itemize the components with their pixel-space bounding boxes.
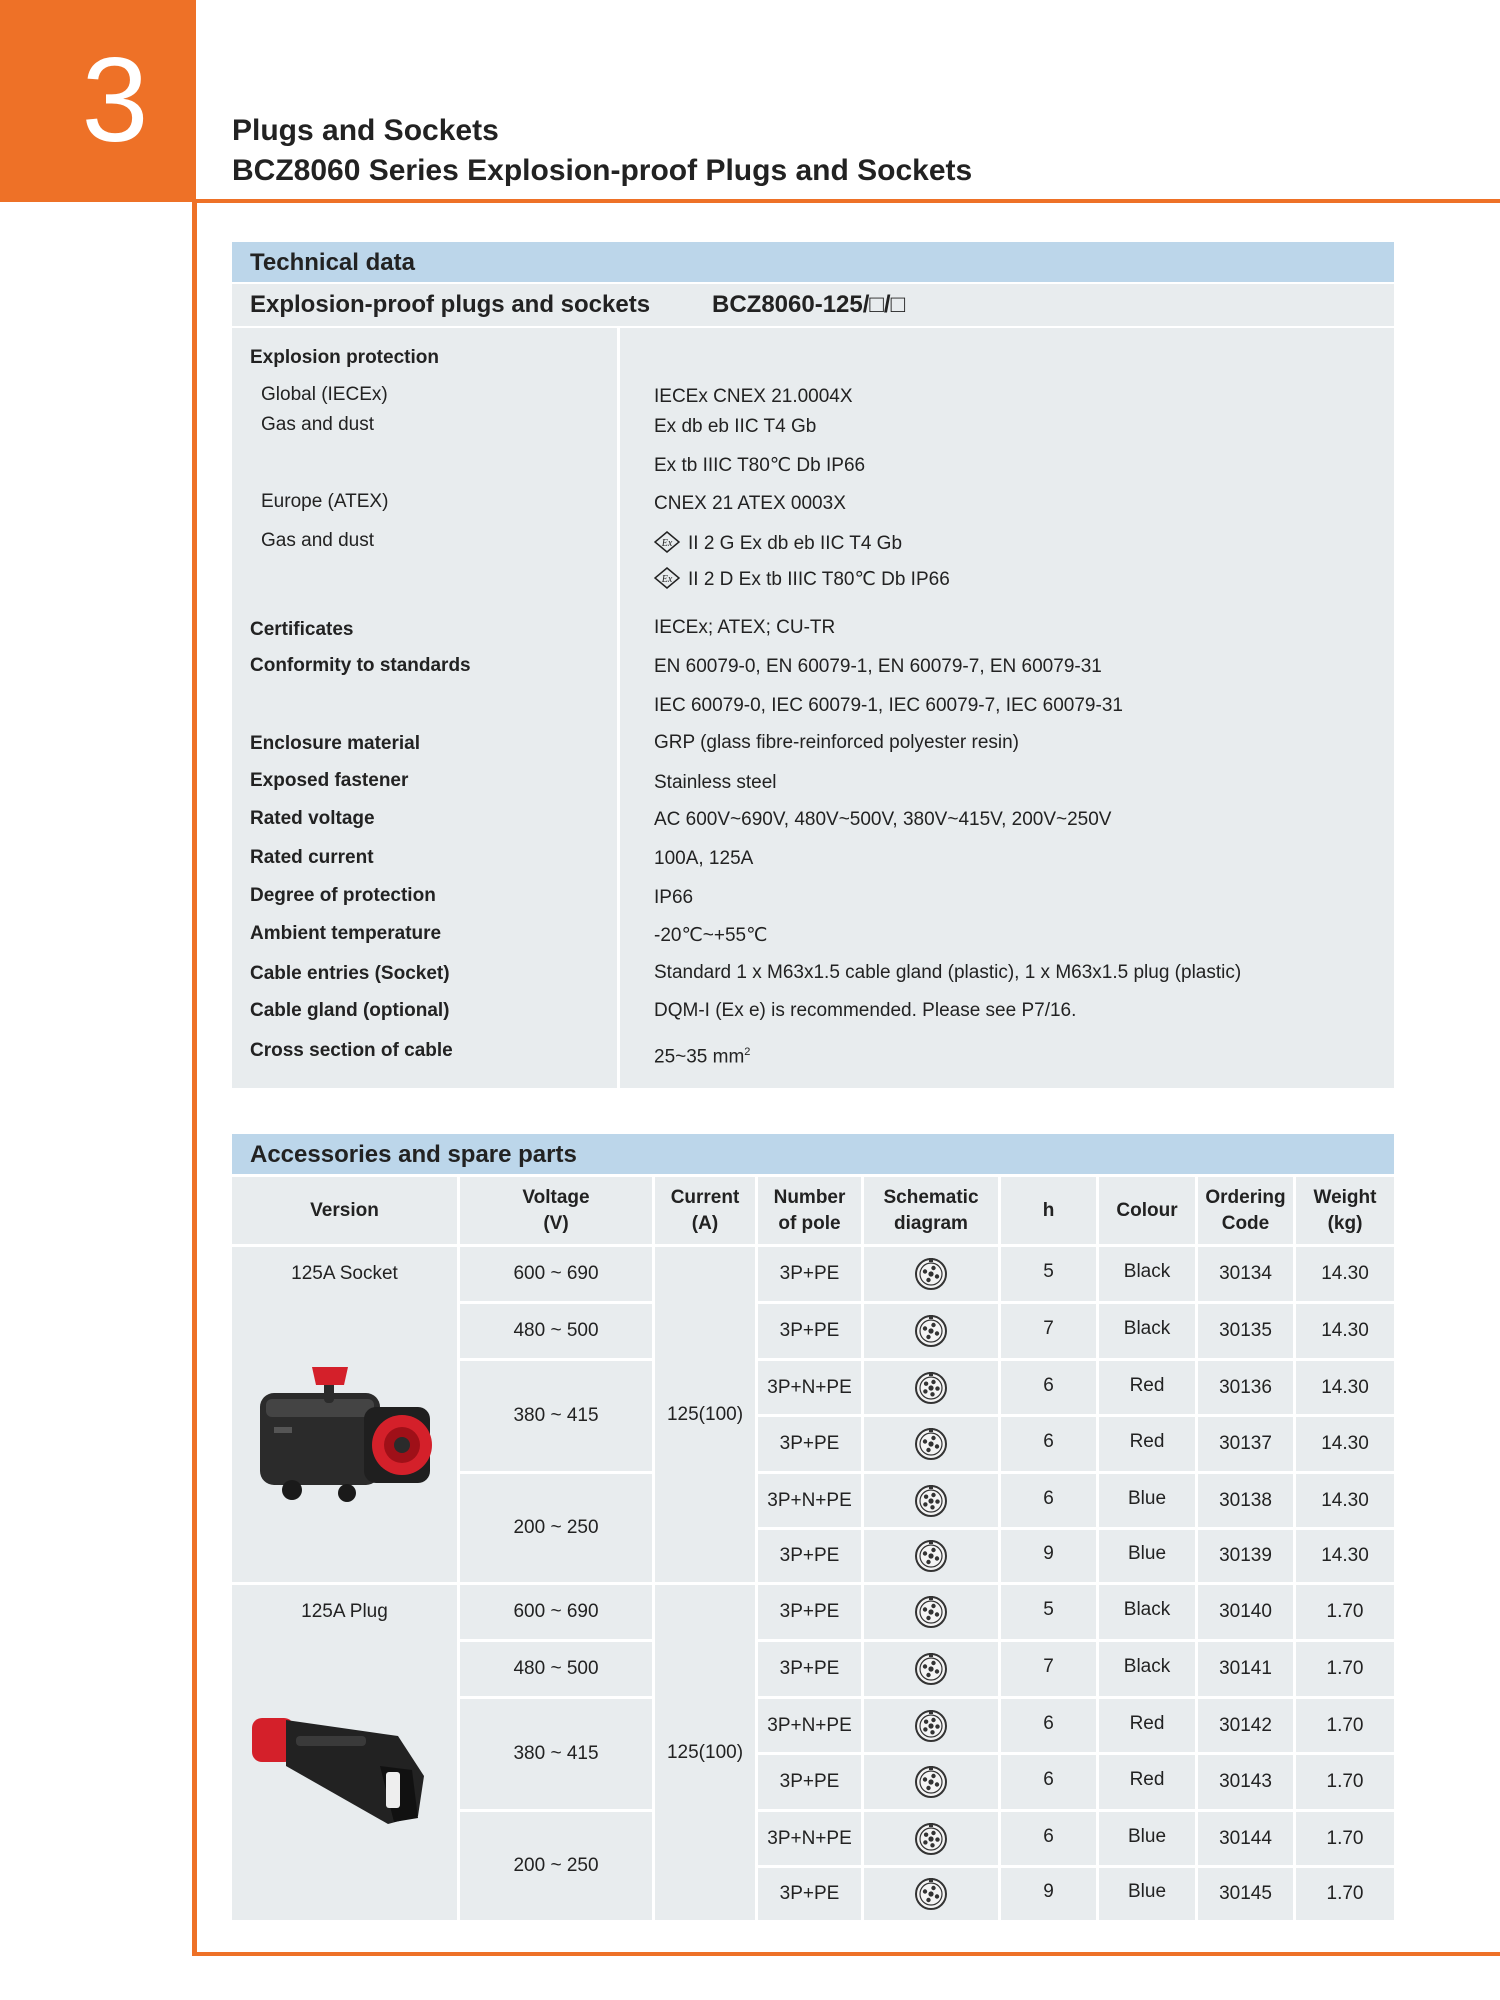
version-label: 125A Socket [291, 1263, 398, 1284]
pole-value: 3P+PE [779, 1658, 840, 1679]
col-header-version [232, 1177, 457, 1244]
schematic-cell [864, 1530, 998, 1582]
schematic-diagram-icon [914, 1877, 948, 1911]
weight-cell [1296, 1417, 1394, 1471]
pole-value: 3P+N+PE [767, 1827, 852, 1849]
voltage-value: AC 600V~690V, 480V~500V, 380V~415V, 200V~250V [654, 809, 1112, 830]
col-header-current-line2: (A) [691, 1212, 719, 1234]
weight-value: 1.70 [1326, 1883, 1364, 1904]
h-value: 6 [1043, 1374, 1054, 1396]
voltage-cell [460, 1812, 652, 1920]
colour-cell [1099, 1304, 1195, 1358]
schematic-diagram-icon [914, 1709, 948, 1743]
pole-value: 3P+PE [779, 1263, 840, 1284]
ordering-code-cell [1198, 1247, 1293, 1301]
h-cell [1001, 1699, 1096, 1752]
schematic-diagram-icon [914, 1427, 948, 1461]
schematic-diagram-icon [914, 1314, 948, 1348]
h-cell [1001, 1304, 1096, 1358]
atex-gas-text: II 2 G Ex db eb IIC T4 Gb [688, 533, 903, 554]
h-value: 7 [1043, 1318, 1054, 1339]
product-row [232, 284, 1394, 326]
col-header-pole [758, 1177, 861, 1244]
colour-cell [1099, 1868, 1195, 1920]
voltage-cell [460, 1474, 652, 1582]
explosion-protection-label: Explosion protection [250, 347, 439, 368]
top-divider [196, 199, 1500, 203]
weight-value: 14.30 [1321, 1545, 1369, 1566]
colour-cell [1099, 1361, 1195, 1414]
schematic-diagram-icon [914, 1595, 948, 1629]
pole-cell [758, 1585, 861, 1639]
ordering-code-cell [1198, 1361, 1293, 1414]
h-cell [1001, 1417, 1096, 1471]
pole-cell [758, 1868, 861, 1920]
pole-cell [758, 1304, 861, 1358]
cable-entries-label: Cable entries (Socket) [250, 963, 450, 984]
current-cell [655, 1585, 755, 1920]
conformity-value-iec: IEC 60079-0, IEC 60079-1, IEC 60079-7, IEC 60079-31 [654, 695, 1123, 716]
weight-value: 14.30 [1321, 1320, 1369, 1341]
schematic-cell [864, 1474, 998, 1527]
col-header-schematic-line1: Schematic [883, 1186, 979, 1208]
weight-cell [1296, 1530, 1394, 1582]
ordering-code-cell [1198, 1868, 1293, 1920]
current-value: 125(100) [666, 1403, 744, 1425]
gas-dust-label: Gas and dust [261, 530, 375, 551]
pole-cell [758, 1755, 861, 1809]
socket-product-image [252, 1355, 452, 1505]
pole-value: 3P+PE [779, 1601, 840, 1622]
cross-section-unit-exponent: 2 [744, 1046, 751, 1058]
col-header-colour [1099, 1177, 1195, 1244]
colour-cell [1099, 1755, 1195, 1809]
pole-cell [758, 1812, 861, 1865]
voltage-value: 380 ~ 415 [513, 1405, 599, 1426]
voltage-cell [460, 1304, 652, 1358]
cable-gland-value: DQM-I (Ex e) is recommended. Please see P7/16. [654, 1000, 1077, 1021]
weight-cell [1296, 1474, 1394, 1527]
ordering-code-cell [1198, 1474, 1293, 1527]
colour-cell [1099, 1642, 1195, 1696]
pole-cell [758, 1642, 861, 1696]
pole-value: 3P+PE [779, 1545, 840, 1566]
voltage-value: 480 ~ 500 [513, 1658, 599, 1679]
weight-value: 1.70 [1326, 1714, 1364, 1736]
schematic-cell [864, 1585, 998, 1639]
col-header-current [655, 1177, 755, 1244]
column-divider [617, 328, 620, 1088]
col-header-current-line1: Current [670, 1186, 740, 1208]
col-header-colour-text: Colour [1116, 1199, 1178, 1221]
ordering-code-value: 30140 [1219, 1601, 1272, 1622]
weight-cell [1296, 1361, 1394, 1414]
colour-value: Black [1123, 1318, 1171, 1339]
pole-value: 3P+N+PE [767, 1714, 852, 1736]
schematic-diagram-icon [914, 1484, 948, 1518]
enclosure-label: Enclosure material [250, 733, 421, 754]
atex-dust-value [654, 567, 950, 592]
technical-data-table [232, 242, 1394, 1088]
europe-label: Europe (ATEX) [261, 491, 389, 512]
product-label: Explosion-proof plugs and sockets [250, 291, 651, 318]
accessories-table [232, 1134, 1394, 1904]
colour-value: Red [1129, 1431, 1165, 1452]
fastener-value: Stainless steel [654, 772, 777, 793]
schematic-diagram-icon [914, 1371, 948, 1405]
colour-cell [1099, 1247, 1195, 1301]
schematic-diagram-icon [914, 1257, 948, 1291]
atex-dust-text: II 2 D Ex tb IIIC T80℃ Db IP66 [688, 569, 950, 590]
schematic-cell [864, 1642, 998, 1696]
ordering-code-cell [1198, 1304, 1293, 1358]
h-value: 6 [1043, 1487, 1054, 1509]
col-header-version-text: Version [310, 1199, 379, 1221]
weight-value: 1.70 [1326, 1601, 1364, 1622]
weight-cell [1296, 1247, 1394, 1301]
cross-section-value [654, 1040, 750, 1069]
h-cell [1001, 1642, 1096, 1696]
cross-section-text: 25~35 mm [654, 1046, 745, 1068]
ordering-code-value: 30141 [1219, 1658, 1272, 1679]
plug-product-image [248, 1706, 448, 1836]
colour-value: Red [1129, 1769, 1165, 1790]
h-value: 6 [1043, 1769, 1054, 1790]
current-cell [655, 1247, 755, 1582]
col-header-voltage [460, 1177, 652, 1244]
svg-text:Ex: Ex [661, 538, 673, 549]
schematic-cell [864, 1868, 998, 1920]
weight-cell [1296, 1642, 1394, 1696]
weight-cell [1296, 1755, 1394, 1809]
ordering-code-value: 30143 [1219, 1771, 1272, 1792]
schematic-cell [864, 1304, 998, 1358]
weight-value: 14.30 [1321, 1489, 1369, 1511]
ordering-code-value: 30135 [1219, 1320, 1272, 1341]
h-cell [1001, 1868, 1096, 1920]
ordering-code-value: 30138 [1219, 1489, 1272, 1511]
version-label: 125A Plug [301, 1601, 388, 1622]
ex-mark-icon [654, 567, 680, 589]
ordering-code-cell [1198, 1642, 1293, 1696]
col-header-pole-line2: of pole [778, 1212, 841, 1234]
col-header-weight [1296, 1177, 1394, 1244]
h-value: 7 [1043, 1656, 1054, 1677]
protection-value: IP66 [654, 887, 694, 908]
pole-cell [758, 1699, 861, 1752]
svg-text:Ex: Ex [661, 574, 673, 585]
weight-value: 1.70 [1326, 1827, 1364, 1849]
ordering-code-cell [1198, 1755, 1293, 1809]
voltage-cell [460, 1699, 652, 1809]
current-value: 125(100) [666, 1741, 744, 1763]
voltage-cell [460, 1585, 652, 1639]
current-label: Rated current [250, 847, 374, 868]
accessories-header: Accessories and spare parts [232, 1134, 1394, 1174]
weight-cell [1296, 1699, 1394, 1752]
weight-value: 14.30 [1321, 1263, 1369, 1284]
h-value: 6 [1043, 1431, 1054, 1452]
voltage-value: 200 ~ 250 [513, 1517, 599, 1538]
col-header-weight-line1: Weight [1313, 1186, 1377, 1208]
pole-value: 3P+PE [779, 1433, 840, 1454]
cable-gland-label: Cable gland (optional) [250, 1000, 450, 1021]
voltage-cell [460, 1247, 652, 1301]
gas-value: Ex db eb IIC T4 Gb [654, 416, 817, 437]
gas-dust-label: Gas and dust [261, 414, 375, 435]
chapter-number: 3 [81, 33, 149, 167]
ambient-value: -20℃~+55℃ [654, 925, 768, 946]
h-cell [1001, 1474, 1096, 1527]
ordering-code-value: 30144 [1219, 1827, 1272, 1849]
pole-cell [758, 1247, 861, 1301]
col-header-schematic-line2: diagram [894, 1212, 968, 1234]
ordering-code-value: 30139 [1219, 1545, 1272, 1566]
schematic-diagram-icon [914, 1539, 948, 1573]
schematic-cell [864, 1417, 998, 1471]
ordering-code-value: 30136 [1219, 1376, 1272, 1398]
atex-gas-value [654, 531, 902, 556]
colour-value: Red [1129, 1374, 1165, 1396]
colour-value: Blue [1127, 1543, 1167, 1564]
h-cell [1001, 1530, 1096, 1582]
h-value: 9 [1043, 1543, 1054, 1564]
colour-value: Black [1123, 1599, 1171, 1620]
pole-cell [758, 1361, 861, 1414]
h-value: 5 [1043, 1599, 1054, 1620]
colour-value: Blue [1127, 1825, 1167, 1847]
ambient-label: Ambient temperature [250, 923, 442, 944]
ordering-code-value: 30145 [1219, 1883, 1272, 1904]
ordering-code-value: 30137 [1219, 1433, 1272, 1454]
certificates-value: IECEx; ATEX; CU-TR [654, 617, 836, 638]
page-title-line2: BCZ8060 Series Explosion-proof Plugs and Sockets [232, 154, 973, 187]
schematic-cell [864, 1755, 998, 1809]
weight-value: 1.70 [1326, 1658, 1364, 1679]
pole-cell [758, 1474, 861, 1527]
h-value: 6 [1043, 1712, 1054, 1734]
colour-cell [1099, 1585, 1195, 1639]
colour-cell [1099, 1812, 1195, 1865]
voltage-cell [460, 1361, 652, 1471]
page-title [232, 112, 972, 190]
col-header-h-text: h [1042, 1199, 1055, 1221]
colour-value: Black [1123, 1656, 1171, 1677]
pole-value: 3P+PE [779, 1320, 840, 1341]
pole-value: 3P+N+PE [767, 1376, 852, 1398]
col-header-ordering-line1: Ordering [1205, 1186, 1286, 1208]
h-cell [1001, 1247, 1096, 1301]
ordering-code-value: 30142 [1219, 1714, 1272, 1736]
left-divider [192, 199, 197, 1956]
colour-value: Blue [1127, 1487, 1167, 1509]
schematic-cell [864, 1699, 998, 1752]
conformity-value-en: EN 60079-0, EN 60079-1, EN 60079-7, EN 60079-31 [654, 656, 1102, 677]
colour-value: Red [1129, 1712, 1165, 1734]
enclosure-value: GRP (glass fibre-reinforced polyester resin) [654, 732, 1020, 753]
pole-cell [758, 1417, 861, 1471]
fastener-label: Exposed fastener [250, 770, 409, 791]
voltage-value: 380 ~ 415 [513, 1743, 599, 1764]
ordering-code-cell [1198, 1812, 1293, 1865]
certificates-label: Certificates [250, 619, 354, 640]
voltage-value: 600 ~ 690 [513, 1263, 599, 1284]
col-header-schematic [864, 1177, 998, 1244]
pole-value: 3P+PE [779, 1883, 840, 1904]
pole-cell [758, 1530, 861, 1582]
schematic-diagram-icon [914, 1652, 948, 1686]
h-value: 5 [1043, 1261, 1054, 1282]
current-value: 100A, 125A [654, 848, 754, 869]
cross-section-label: Cross section of cable [250, 1040, 453, 1061]
voltage-value: 480 ~ 500 [513, 1320, 599, 1341]
schematic-diagram-icon [914, 1822, 948, 1856]
global-value: IECEx CNEX 21.0004X [654, 386, 853, 407]
product-model: BCZ8060-125/□/□ [712, 291, 906, 318]
technical-data-header: Technical data [232, 242, 1394, 282]
weight-value: 14.30 [1321, 1376, 1369, 1398]
h-value: 9 [1043, 1881, 1054, 1902]
weight-value: 14.30 [1321, 1433, 1369, 1454]
weight-value: 1.70 [1326, 1771, 1364, 1792]
col-header-pole-line1: Number [773, 1186, 846, 1208]
col-header-ordering-code [1198, 1177, 1293, 1244]
global-label: Global (IECEx) [261, 384, 388, 405]
colour-cell [1099, 1699, 1195, 1752]
weight-cell [1296, 1304, 1394, 1358]
colour-cell [1099, 1417, 1195, 1471]
voltage-cell [460, 1642, 652, 1696]
ordering-code-cell [1198, 1530, 1293, 1582]
h-cell [1001, 1361, 1096, 1414]
ordering-code-cell [1198, 1585, 1293, 1639]
ex-mark-icon [654, 531, 680, 553]
ordering-code-cell [1198, 1417, 1293, 1471]
col-header-ordering-line2: Code [1221, 1212, 1270, 1234]
cable-entries-value: Standard 1 x M63x1.5 cable gland (plastic), 1 x M63x1.5 plug (plastic) [654, 962, 1242, 983]
ordering-code-cell [1198, 1699, 1293, 1752]
colour-cell [1099, 1474, 1195, 1527]
colour-cell [1099, 1530, 1195, 1582]
schematic-diagram-icon [914, 1765, 948, 1799]
protection-label: Degree of protection [250, 885, 436, 906]
h-cell [1001, 1755, 1096, 1809]
colour-value: Blue [1127, 1881, 1167, 1902]
voltage-value: 600 ~ 690 [513, 1601, 599, 1622]
conformity-label: Conformity to standards [250, 655, 471, 676]
col-header-h [1001, 1177, 1096, 1244]
weight-cell [1296, 1812, 1394, 1865]
weight-cell [1296, 1585, 1394, 1639]
bottom-divider [192, 1952, 1500, 1956]
h-cell [1001, 1585, 1096, 1639]
europe-value: CNEX 21 ATEX 0003X [654, 493, 846, 514]
col-header-voltage-line2: (V) [543, 1212, 569, 1234]
weight-cell [1296, 1868, 1394, 1920]
pole-value: 3P+N+PE [767, 1489, 852, 1511]
pole-value: 3P+PE [779, 1771, 840, 1792]
col-header-weight-line2: (kg) [1327, 1212, 1363, 1234]
h-cell [1001, 1812, 1096, 1865]
ordering-code-value: 30134 [1219, 1263, 1272, 1284]
voltage-value: 200 ~ 250 [513, 1855, 599, 1876]
schematic-cell [864, 1812, 998, 1865]
page-title-line1: Plugs and Sockets [232, 114, 499, 147]
dust-value: Ex tb IIIC T80℃ Db IP66 [654, 455, 866, 476]
col-header-voltage-line1: Voltage [522, 1186, 590, 1208]
colour-value: Black [1123, 1261, 1171, 1282]
h-value: 6 [1043, 1825, 1054, 1847]
schematic-cell [864, 1361, 998, 1414]
schematic-cell [864, 1247, 998, 1301]
technical-data-body [232, 328, 1394, 1088]
voltage-label: Rated voltage [250, 808, 375, 829]
